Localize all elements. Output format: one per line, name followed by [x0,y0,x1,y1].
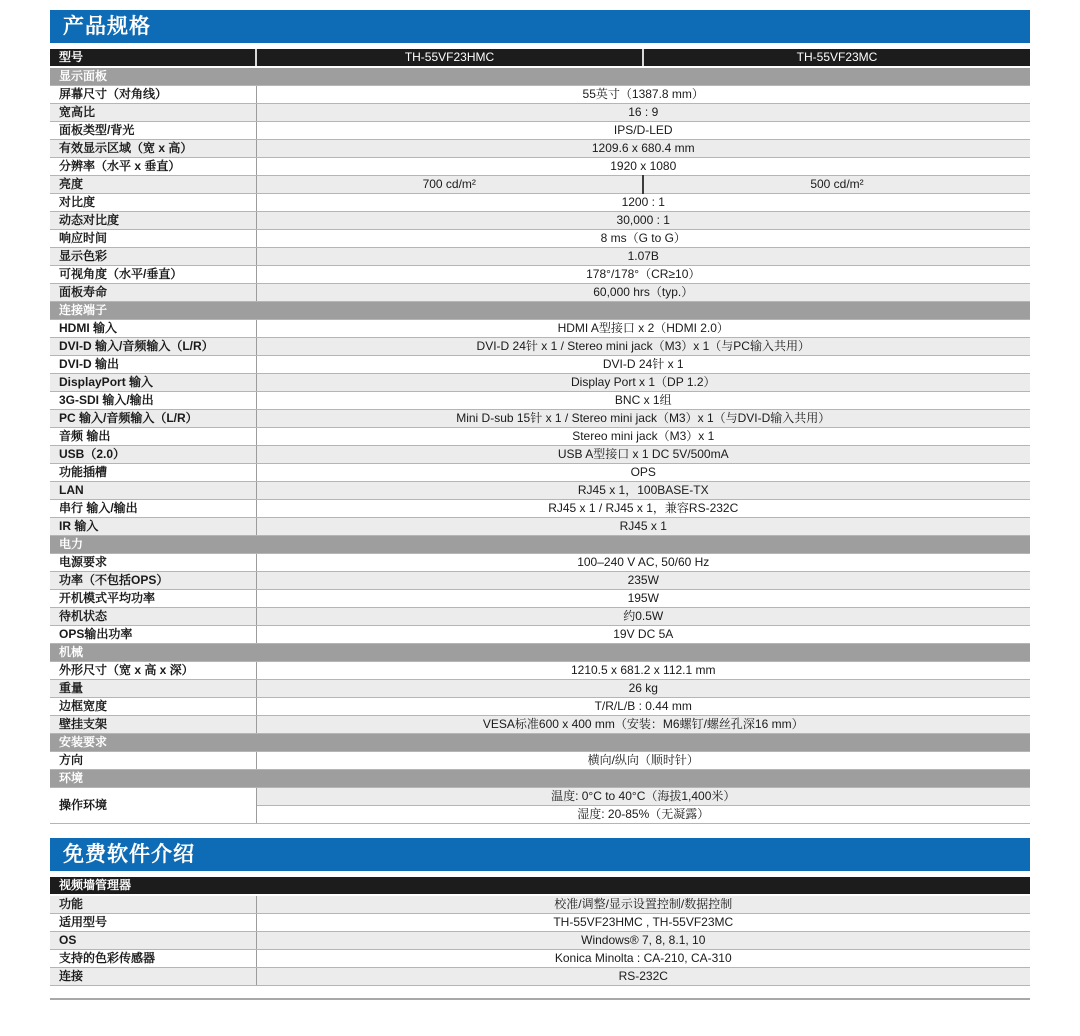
section-header-row [50,734,1030,752]
table-row [50,554,1030,572]
table-row [50,950,1030,968]
spec-row-label: IR 输入 [50,518,256,536]
table-row [50,428,1030,446]
spec-row-label: PC 输入/音频输入（L/R） [50,410,256,428]
spec-row-value: RJ45 x 1 / RJ45 x 1，兼容RS-232C [256,500,1030,518]
table-row [50,230,1030,248]
spec-row-label: OPS输出功率 [50,626,256,644]
spec-row-label: 显示色彩 [50,248,256,266]
spec-row-value: 1210.5 x 681.2 x 112.1 mm [256,662,1030,680]
section-header-row [50,644,1030,662]
spec-row-value: 55英寸（1387.8 mm） [256,86,1030,104]
spec-row-value: 19V DC 5A [256,626,1030,644]
table-row [50,248,1030,266]
spec-row-value: IPS/D-LED [256,122,1030,140]
table-row [50,212,1030,230]
spec-row-value: 横向/纵向（顺时针） [256,752,1030,770]
table-row [50,140,1030,158]
spec-row-label: 音频 输出 [50,428,256,446]
spec-row-value: RJ45 x 1 [256,518,1030,536]
table-row [50,752,1030,770]
table-row [50,356,1030,374]
spec-row-value: 1920 x 1080 [256,158,1030,176]
table-row [50,86,1030,104]
software-title-bar [50,838,1030,871]
table-row [50,194,1030,212]
spec-row-label: 响应时间 [50,230,256,248]
spec-row-label: 亮度 [50,176,256,194]
spec-row-value: VESA标准600 x 400 mm（安装：M6螺钉/螺丝孔深16 mm） [256,716,1030,734]
spec-row-value: BNC x 1组 [256,392,1030,410]
table-row [50,158,1030,176]
model-header-row [50,49,1030,67]
spec-row-value: 30,000 : 1 [256,212,1030,230]
spec-row-label: 功率（不包括OPS） [50,572,256,590]
table-row [50,122,1030,140]
spec-row-value: Display Port x 1（DP 1.2） [256,374,1030,392]
spec-row-label: 串行 输入/输出 [50,500,256,518]
spec-row-label: 操作环境 [50,788,256,824]
spec-row-value-model-1: 700 cd/m² [256,176,643,194]
table-row [50,104,1030,122]
spec-row-value: 1209.6 x 680.4 mm [256,140,1030,158]
table-row [50,374,1030,392]
model-label-cell: 型号 [50,49,256,67]
spec-row-value: 湿度: 20-85%（无凝露） [256,806,1030,824]
spec-row-value: 1.07B [256,248,1030,266]
software-row-value: RS-232C [256,968,1030,986]
software-row-value: TH-55VF23HMC , TH-55VF23MC [256,914,1030,932]
software-row-label: 功能 [50,895,256,914]
spec-row-value: 178°/178°（CR≥10） [256,266,1030,284]
bottom-divider [50,998,1030,1000]
section-header-row [50,770,1030,788]
spec-row-label: 方向 [50,752,256,770]
spec-row-value: DVI-D 24针 x 1 / Stereo mini jack（M3）x 1（与PC输入共用） [256,338,1030,356]
software-row-value: Konica Minolta : CA-210, CA-310 [256,950,1030,968]
spec-row-value: DVI-D 24针 x 1 [256,356,1030,374]
spec-row-value: 235W [256,572,1030,590]
table-row [50,446,1030,464]
model-column-header-2: TH-55VF23MC [643,49,1030,67]
spec-row-label: 可视角度（水平/垂直） [50,266,256,284]
table-row [50,716,1030,734]
software-row-value: 校准/调整/显示设置控制/数据控制 [256,895,1030,914]
spec-row-label: HDMI 输入 [50,320,256,338]
table-row [50,626,1030,644]
spec-row-value: 60,000 hrs（typ.） [256,284,1030,302]
table-row [50,788,1030,806]
spec-section-title: 环境 [50,770,1030,788]
spec-row-label: 面板寿命 [50,284,256,302]
table-row [50,914,1030,932]
spec-row-label: 开机模式平均功率 [50,590,256,608]
table-row [50,932,1030,950]
spec-section-title: 机械 [50,644,1030,662]
spec-row-value-model-2: 500 cd/m² [643,176,1030,194]
table-row [50,176,1030,194]
table-row [50,320,1030,338]
spec-row-value: Stereo mini jack（M3）x 1 [256,428,1030,446]
section-header-row [50,536,1030,554]
spec-row-label: 对比度 [50,194,256,212]
spec-row-label: 动态对比度 [50,212,256,230]
spec-row-value: HDMI A型接口 x 2（HDMI 2.0） [256,320,1030,338]
table-row [50,500,1030,518]
table-row [50,338,1030,356]
spec-row-label: 重量 [50,680,256,698]
software-row-value: Windows® 7, 8, 8.1, 10 [256,932,1030,950]
spec-row-value: T/R/L/B : 0.44 mm [256,698,1030,716]
spec-row-label: 外形尺寸（宽 x 高 x 深） [50,662,256,680]
spec-section-title: 安装要求 [50,734,1030,752]
spec-row-value: 温度: 0°C to 40°C（海拔1,400米） [256,788,1030,806]
software-row-label: 连接 [50,968,256,986]
table-row [50,590,1030,608]
spec-row-label: 待机状态 [50,608,256,626]
spec-row-label: 分辨率（水平 x 垂直） [50,158,256,176]
spec-row-label: 有效显示区域（宽 x 高） [50,140,256,158]
spec-title-bar [50,10,1030,43]
spec-row-value: 16 : 9 [256,104,1030,122]
table-row [50,392,1030,410]
spec-row-label: DVI-D 输出 [50,356,256,374]
table-row [50,680,1030,698]
table-row [50,410,1030,428]
spec-row-value: Mini D-sub 15针 x 1 / Stereo mini jack（M3）x 1（与DVI-D输入共用） [256,410,1030,428]
spec-row-value: 1200 : 1 [256,194,1030,212]
software-row-label: 适用型号 [50,914,256,932]
model-column-header-1: TH-55VF23HMC [256,49,643,67]
table-row [50,662,1030,680]
software-title: 免费软件介绍 [63,843,195,866]
software-row-label: 支持的色彩传感器 [50,950,256,968]
spec-row-label: 电源要求 [50,554,256,572]
spec-row-value: 26 kg [256,680,1030,698]
table-row [50,518,1030,536]
software-table [50,877,1030,986]
spec-section-title: 电力 [50,536,1030,554]
spec-row-label: 宽高比 [50,104,256,122]
table-row [50,284,1030,302]
table-row [50,482,1030,500]
spec-row-label: 边框宽度 [50,698,256,716]
spec-row-value: 100–240 V AC, 50/60 Hz [256,554,1030,572]
spec-title: 产品规格 [63,15,151,38]
table-row [50,698,1030,716]
spec-row-label: LAN [50,482,256,500]
spec-row-value: 约0.5W [256,608,1030,626]
spec-row-value: 8 ms（G to G） [256,230,1030,248]
table-row [50,266,1030,284]
spec-row-value: USB A型接口 x 1 DC 5V/500mA [256,446,1030,464]
spec-row-label: 面板类型/背光 [50,122,256,140]
table-row [50,608,1030,626]
table-row [50,968,1030,986]
spec-row-value: RJ45 x 1，100BASE-TX [256,482,1030,500]
spec-row-label: USB（2.0） [50,446,256,464]
section-header-row [50,67,1030,86]
spec-row-label: 3G-SDI 输入/输出 [50,392,256,410]
table-row [50,464,1030,482]
software-row-label: OS [50,932,256,950]
software-section-title: 视频墙管理器 [50,877,1030,895]
spec-table [50,49,1030,824]
spec-section-title: 显示面板 [50,67,1030,86]
section-header-row [50,302,1030,320]
spec-section-title: 连接端子 [50,302,1030,320]
software-section-header-row [50,877,1030,895]
spec-row-value: 195W [256,590,1030,608]
spec-row-label: 功能插槽 [50,464,256,482]
spec-row-label: DisplayPort 输入 [50,374,256,392]
spec-row-value: OPS [256,464,1030,482]
spec-row-label: 屏幕尺寸（对角线） [50,86,256,104]
spec-row-label: 壁挂支架 [50,716,256,734]
spec-row-label: DVI-D 输入/音频输入（L/R） [50,338,256,356]
table-row [50,895,1030,914]
table-row [50,572,1030,590]
